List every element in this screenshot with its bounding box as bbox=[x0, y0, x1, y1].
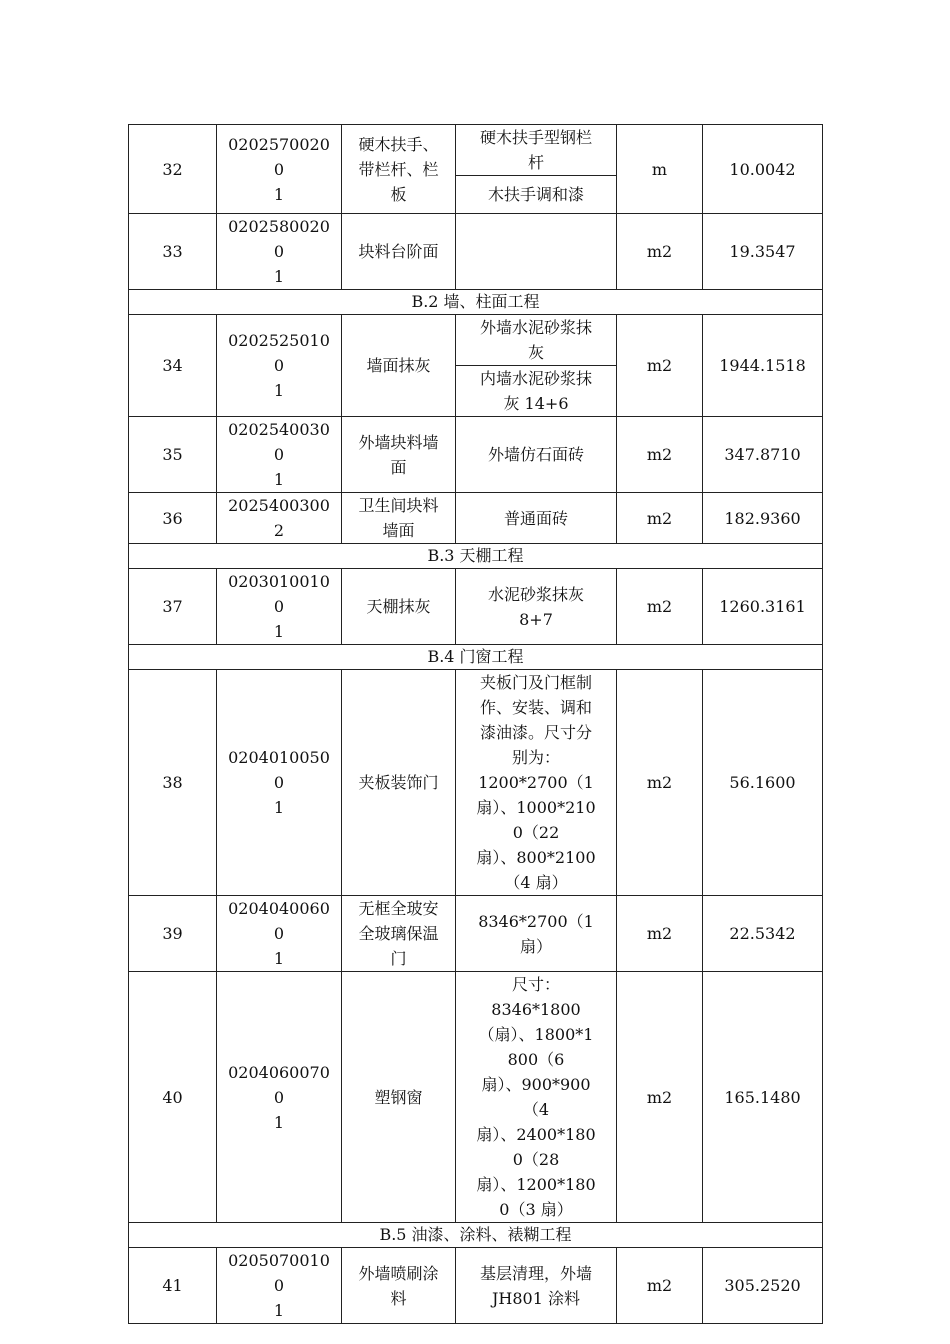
cell-line: 1 bbox=[273, 267, 285, 286]
unit-cell: m2 bbox=[617, 493, 703, 544]
item-number-cell: 33 bbox=[129, 214, 217, 290]
item-description-cell bbox=[456, 125, 617, 176]
cell-line: 02025400300 bbox=[228, 420, 330, 464]
quantity-cell: 19.3547 bbox=[703, 214, 823, 290]
cell-line: 0（3 扇） bbox=[499, 1200, 573, 1219]
cell-line: 墙面 bbox=[382, 521, 415, 540]
item-number-cell: 40 bbox=[129, 972, 217, 1223]
item-number-cell: 32 bbox=[129, 125, 217, 214]
item-name-cell bbox=[342, 569, 456, 645]
cell-line: 夹板门及门框制 bbox=[479, 673, 592, 692]
cell-line: 8346*1800 bbox=[491, 1000, 581, 1019]
item-number-cell: 35 bbox=[129, 417, 217, 493]
table-row bbox=[129, 417, 823, 493]
quantity-cell: 182.9360 bbox=[703, 493, 823, 544]
cell-line: 1 bbox=[273, 1112, 285, 1132]
item-description-cell bbox=[456, 214, 617, 290]
cell-line: 扇）、900*900 bbox=[481, 1075, 591, 1094]
unit-cell: m bbox=[617, 125, 703, 214]
cell-line: 扇）、1000*210 bbox=[476, 798, 596, 817]
unit-cell: m2 bbox=[617, 214, 703, 290]
cell-line: 水泥砂浆抹灰 bbox=[487, 584, 584, 604]
item-name-cell bbox=[342, 896, 456, 972]
cell-line: 02025700200 bbox=[228, 134, 330, 179]
table-row bbox=[129, 493, 823, 544]
cell-line: （4 bbox=[522, 1100, 550, 1119]
cell-line: 8+7 bbox=[519, 609, 553, 629]
section-heading: B.3 天棚工程 bbox=[129, 544, 823, 569]
item-code-cell bbox=[217, 670, 342, 896]
cell-line: 内墙水泥砂浆抹 bbox=[479, 369, 592, 388]
cell-line: 木扶手调和漆 bbox=[487, 185, 584, 204]
unit-cell: m2 bbox=[617, 315, 703, 417]
table-row bbox=[129, 569, 823, 645]
item-description-cell bbox=[456, 493, 617, 544]
item-number-cell: 34 bbox=[129, 315, 217, 417]
cell-line: 1 bbox=[273, 949, 285, 968]
cell-line: 1200*2700（1 bbox=[478, 773, 594, 792]
section-row bbox=[129, 1223, 823, 1248]
cell-line: 夹板装饰门 bbox=[358, 773, 439, 792]
table-row bbox=[129, 1248, 823, 1324]
cell-line: 料 bbox=[390, 1288, 407, 1308]
cell-line: 带栏杆、栏 bbox=[358, 159, 439, 179]
cell-line: 1 bbox=[273, 470, 285, 489]
section-heading: B.2 墙、柱面工程 bbox=[129, 290, 823, 315]
table-body bbox=[129, 125, 823, 1324]
cell-line: 外墙喷刷涂 bbox=[358, 1263, 439, 1283]
item-code-cell bbox=[217, 972, 342, 1223]
cell-line: 扇）、2400*180 bbox=[476, 1125, 596, 1144]
item-description-cell bbox=[456, 670, 617, 896]
quantity-cell: 1260.3161 bbox=[703, 569, 823, 645]
quantity-cell: 305.2520 bbox=[703, 1248, 823, 1324]
cell-line: 8346*2700（1 bbox=[478, 911, 594, 931]
cell-line: 1 bbox=[273, 798, 285, 817]
item-name-cell bbox=[342, 670, 456, 896]
cell-line: 卫生间块料 bbox=[358, 496, 439, 515]
cell-line: 无框全玻安 bbox=[358, 899, 439, 918]
item-name-cell bbox=[342, 1248, 456, 1324]
table-row bbox=[129, 214, 823, 290]
cell-line: 1 bbox=[273, 381, 285, 400]
item-code-cell bbox=[217, 569, 342, 645]
item-description-cell bbox=[456, 176, 617, 214]
item-name-cell bbox=[342, 214, 456, 290]
cell-line: 天棚抹灰 bbox=[366, 597, 431, 616]
cell-line: 02050700100 bbox=[228, 1251, 330, 1295]
item-code-cell bbox=[217, 896, 342, 972]
item-code-cell bbox=[217, 417, 342, 493]
item-name-cell bbox=[342, 125, 456, 214]
cell-line: 别为： bbox=[511, 748, 560, 767]
cell-line: 外墙水泥砂浆抹 bbox=[479, 318, 592, 337]
item-number-cell: 38 bbox=[129, 670, 217, 896]
cell-line: 硬木扶手型钢栏 bbox=[479, 128, 592, 147]
quantity-cell: 10.0042 bbox=[703, 125, 823, 214]
item-code-cell bbox=[217, 214, 342, 290]
cell-line: 灰 bbox=[527, 343, 544, 362]
unit-cell: m2 bbox=[617, 417, 703, 493]
item-number-cell: 36 bbox=[129, 493, 217, 544]
item-code-cell bbox=[217, 125, 342, 214]
table-row bbox=[129, 972, 823, 1223]
cell-line: 1 bbox=[273, 1301, 285, 1320]
item-code-cell bbox=[217, 493, 342, 544]
cell-line: 扇）、1200*180 bbox=[476, 1175, 596, 1194]
cell-line: 1 bbox=[273, 622, 285, 641]
cell-line: 尺寸： bbox=[511, 975, 560, 994]
cell-line: 扇） bbox=[519, 936, 552, 956]
cell-line: 0（28 bbox=[512, 1150, 560, 1169]
cell-line: （4 扇） bbox=[504, 873, 568, 892]
cell-line: 普通面砖 bbox=[503, 508, 568, 528]
cell-line: 02030100100 bbox=[228, 572, 330, 616]
item-description-cell bbox=[456, 315, 617, 366]
item-name-cell bbox=[342, 417, 456, 493]
cell-line: JH801 涂料 bbox=[492, 1288, 580, 1308]
item-name-cell bbox=[342, 972, 456, 1223]
cell-line: 02040400600 bbox=[228, 899, 330, 943]
section-row bbox=[129, 290, 823, 315]
item-number-cell: 39 bbox=[129, 896, 217, 972]
item-description-cell bbox=[456, 972, 617, 1223]
cell-line: 杆 bbox=[527, 153, 544, 172]
cell-line: 外墙块料墙 bbox=[358, 432, 439, 452]
item-number-cell: 37 bbox=[129, 569, 217, 645]
unit-cell: m2 bbox=[617, 1248, 703, 1324]
cell-line: 800（6 bbox=[507, 1050, 565, 1069]
cell-line: 灰 14+6 bbox=[503, 394, 569, 413]
cell-line: 02040600700 bbox=[228, 1062, 330, 1107]
cell-line: 基层清理，外墙 bbox=[479, 1263, 592, 1283]
unit-cell: m2 bbox=[617, 896, 703, 972]
quantity-cell: 22.5342 bbox=[703, 896, 823, 972]
cell-line: 扇）、800*2100 bbox=[476, 848, 596, 867]
section-heading: B.5 油漆、涂料、裱糊工程 bbox=[129, 1223, 823, 1248]
quantity-cell: 347.8710 bbox=[703, 417, 823, 493]
cell-line: 外墙仿石面砖 bbox=[487, 445, 584, 464]
cell-line: 全玻璃保温 bbox=[358, 924, 439, 943]
table-row bbox=[129, 315, 823, 366]
item-name-cell bbox=[342, 493, 456, 544]
unit-cell: m2 bbox=[617, 972, 703, 1223]
unit-cell: m2 bbox=[617, 670, 703, 896]
item-description-cell bbox=[456, 569, 617, 645]
item-description-cell bbox=[456, 417, 617, 493]
cell-line: 02025800200 bbox=[228, 217, 330, 261]
cell-line: 20254003002 bbox=[228, 496, 330, 540]
cell-line: 02040100500 bbox=[228, 748, 330, 792]
cell-line: 02025250100 bbox=[228, 331, 330, 375]
quantity-cell: 165.1480 bbox=[703, 972, 823, 1223]
cell-line: 漆油漆。尺寸分 bbox=[479, 723, 592, 742]
cell-line: 1 bbox=[273, 184, 285, 204]
cell-line: 0（22 bbox=[512, 823, 560, 842]
table-row bbox=[129, 896, 823, 972]
table-row bbox=[129, 125, 823, 176]
bill-of-quantities-table bbox=[128, 124, 823, 1324]
item-code-cell bbox=[217, 1248, 342, 1324]
quantity-cell: 56.1600 bbox=[703, 670, 823, 896]
quantity-cell: 1944.1518 bbox=[703, 315, 823, 417]
item-description-cell bbox=[456, 366, 617, 417]
cell-line: 塑钢窗 bbox=[374, 1087, 423, 1107]
cell-line: 硬木扶手、 bbox=[358, 134, 439, 154]
item-code-cell bbox=[217, 315, 342, 417]
item-name-cell bbox=[342, 315, 456, 417]
cell-line: 作、安装、调和 bbox=[479, 698, 592, 717]
cell-line: 面 bbox=[390, 457, 407, 477]
table-row bbox=[129, 670, 823, 896]
cell-line: 门 bbox=[390, 949, 407, 968]
item-description-cell bbox=[456, 1248, 617, 1324]
section-heading: B.4 门窗工程 bbox=[129, 645, 823, 670]
item-number-cell: 41 bbox=[129, 1248, 217, 1324]
item-description-cell bbox=[456, 896, 617, 972]
section-row bbox=[129, 544, 823, 569]
cell-line: 墙面抹灰 bbox=[366, 356, 431, 375]
section-row bbox=[129, 645, 823, 670]
cell-line: 板 bbox=[390, 184, 407, 204]
unit-cell: m2 bbox=[617, 569, 703, 645]
cell-line: （扇）、1800*1 bbox=[478, 1025, 594, 1044]
cell-line: 块料台阶面 bbox=[358, 242, 439, 261]
